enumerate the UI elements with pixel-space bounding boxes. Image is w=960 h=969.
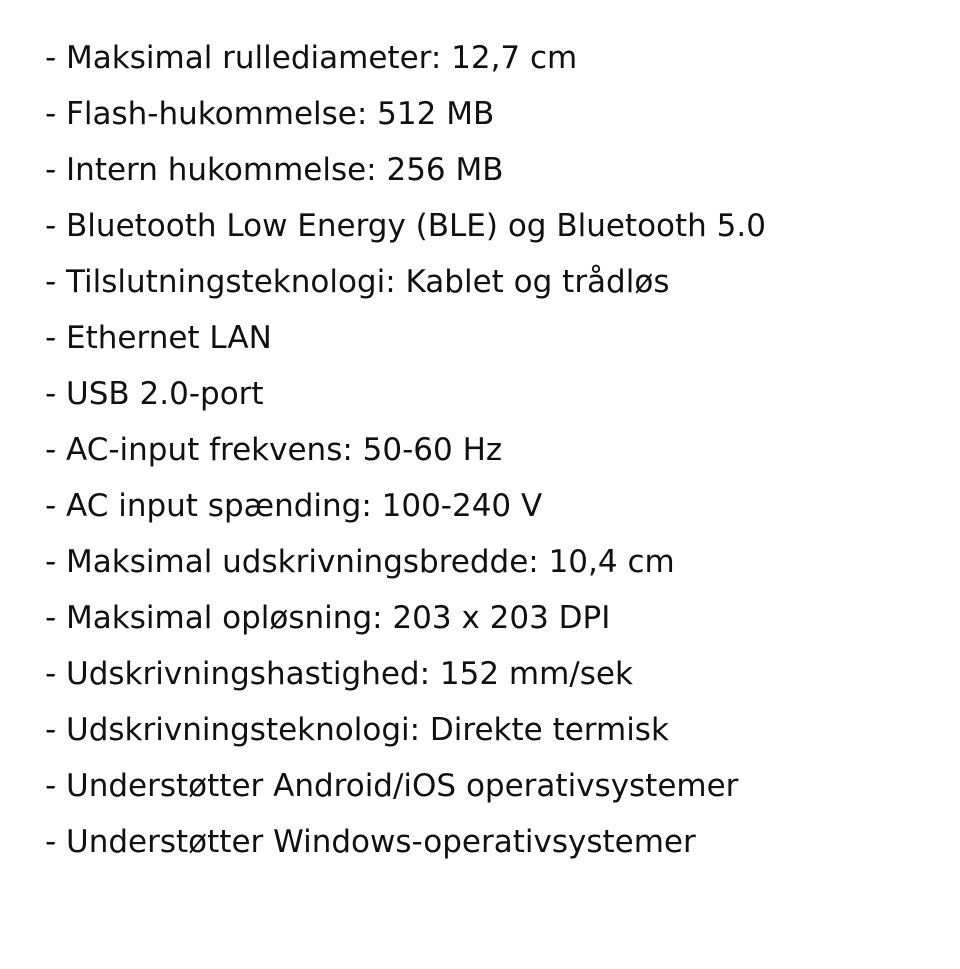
spec-item-windows-support: - Understøtter Windows-operativsystemer	[45, 824, 696, 860]
spec-item-bluetooth: - Bluetooth Low Energy (BLE) og Bluetooth 5.0	[45, 208, 766, 244]
spec-item-ac-frequency: - AC-input frekvens: 50-60 Hz	[45, 432, 503, 468]
spec-item-connectivity: - Tilslutningsteknologi: Kablet og trådløs	[45, 264, 670, 300]
spec-item-max-resolution: - Maksimal opløsning: 203 x 203 DPI	[45, 600, 611, 636]
spec-item-internal-memory: - Intern hukommelse: 256 MB	[45, 152, 504, 188]
spec-item-ethernet: - Ethernet LAN	[45, 320, 272, 356]
spec-item-ac-voltage: - AC input spænding: 100-240 V	[45, 488, 543, 524]
spec-item-max-roll-diameter: - Maksimal rullediameter: 12,7 cm	[45, 40, 578, 76]
spec-item-print-speed: - Udskrivningshastighed: 152 mm/sek	[45, 656, 633, 692]
spec-item-flash-memory: - Flash-hukommelse: 512 MB	[45, 96, 495, 132]
spec-item-print-technology: - Udskrivningsteknologi: Direkte termisk	[45, 712, 669, 748]
spec-item-usb-port: - USB 2.0-port	[45, 376, 264, 412]
spec-item-android-ios-support: - Understøtter Android/iOS operativsystemer	[45, 768, 739, 804]
spec-item-max-print-width: - Maksimal udskrivningsbredde: 10,4 cm	[45, 544, 675, 580]
spec-list	[45, 30, 766, 870]
